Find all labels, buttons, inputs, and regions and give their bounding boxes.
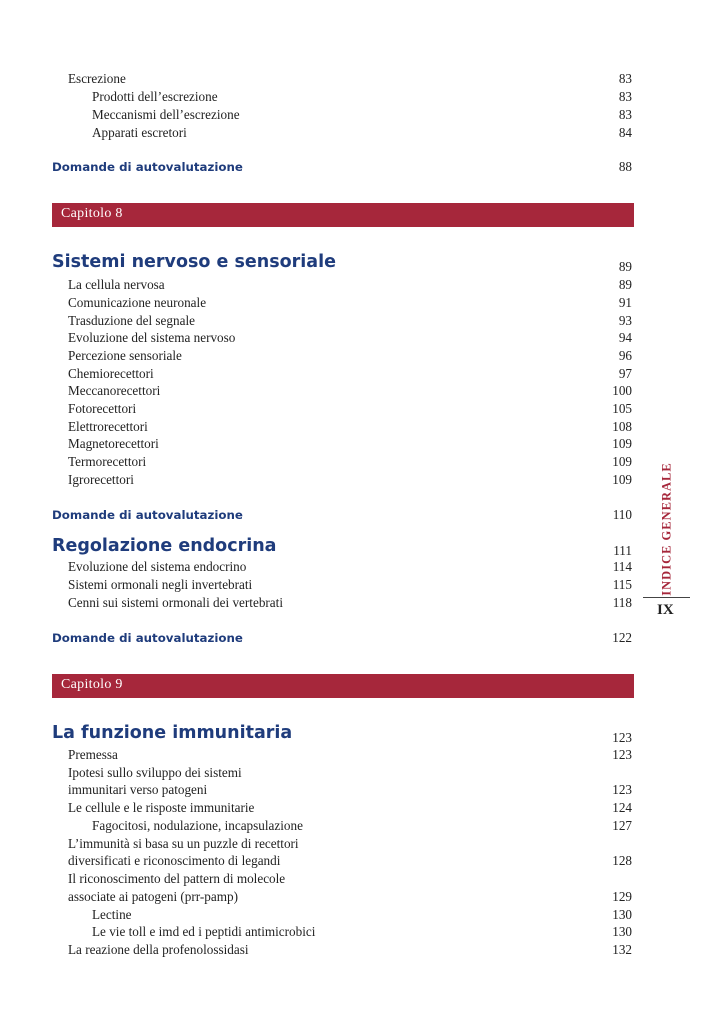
toc-entry-page: 130: [612, 924, 632, 939]
toc-entry-page: 93: [618, 313, 632, 328]
toc-entry-title: La cellula nervosa: [68, 277, 165, 292]
toc-entry[interactable]: [52, 594, 632, 611]
toc-entry-title: Sistemi ormonali negli invertebrati: [68, 577, 253, 592]
toc-entry[interactable]: [52, 124, 632, 141]
toc-entry-title: Meccanismi dell’escrezione: [92, 107, 240, 122]
toc-entry-title: Escrezione: [68, 71, 126, 86]
toc-entry-title: Percezione sensoriale: [68, 348, 182, 363]
toc-entry-page: 105: [612, 401, 632, 416]
toc-entry[interactable]: [52, 347, 632, 364]
section-marker-label: INDICE GENERALE: [659, 462, 674, 596]
toc-entry[interactable]: [52, 764, 632, 781]
toc-entry[interactable]: [52, 576, 632, 593]
toc-entry-title: Chemiorecettori: [68, 366, 154, 381]
toc-entry-page: 123: [612, 747, 632, 762]
toc-entry-title: Prodotti dell’escrezione: [92, 89, 218, 104]
toc-entry[interactable]: [52, 817, 632, 834]
toc-entry-title: Ipotesi sullo sviluppo dei sistemi: [68, 765, 242, 780]
toc-entry-page: 110: [612, 507, 632, 522]
toc-entry-title: diversificati e riconoscimento di legandi: [68, 853, 281, 868]
section-heading-immune[interactable]: [52, 723, 632, 746]
self-assessment-entry[interactable]: [52, 629, 632, 646]
toc-entry-page: 128: [612, 853, 632, 868]
toc-entry-page: 83: [618, 89, 632, 104]
toc-entry[interactable]: [52, 382, 632, 399]
toc-entry-page: 100: [612, 383, 632, 398]
toc-entry[interactable]: [52, 294, 632, 311]
toc-entry[interactable]: [52, 558, 632, 575]
toc-entry-page: 130: [612, 907, 632, 922]
toc-entry-title: L’immunità si basa su un puzzle di recettori: [68, 836, 299, 851]
toc-entry-title: Magnetorecettori: [68, 436, 159, 451]
chapter-9-banner: [52, 674, 634, 698]
section-title: La funzione immunitaria: [52, 723, 293, 743]
section-marker: [657, 462, 677, 596]
divider: [643, 597, 690, 598]
toc-entry[interactable]: [52, 746, 632, 763]
toc-entry[interactable]: [52, 781, 632, 798]
toc-entry-page: 97: [618, 366, 632, 381]
toc-entry-page: 89: [618, 259, 632, 274]
self-assessment-title: Domande di autovalutazione: [52, 160, 243, 174]
toc-entry-title: Comunicazione neuronale: [68, 295, 207, 310]
toc-entry-title: Il riconoscimento del pattern di molecole: [68, 871, 286, 886]
toc-entry[interactable]: [52, 400, 632, 417]
toc-entry-title: immunitari verso patogeni: [68, 782, 208, 797]
toc-entry-title: Trasduzione del segnale: [68, 313, 195, 328]
toc-entry-title: Cenni sui sistemi ormonali dei vertebrati: [68, 595, 283, 610]
toc-entry-page: 127: [612, 818, 632, 833]
toc-entry-page: 89: [618, 277, 632, 292]
toc-entry-title: Evoluzione del sistema endocrino: [68, 559, 247, 574]
toc-entry[interactable]: [52, 418, 632, 435]
chapter-label: Capitolo 9: [61, 677, 123, 692]
toc-entry-page: 91: [618, 295, 632, 310]
self-assessment-title: Domande di autovalutazione: [52, 508, 243, 522]
toc-entry-page: 122: [612, 630, 632, 645]
toc-entry-title: Le cellule e le risposte immunitarie: [68, 800, 255, 815]
self-assessment-entry[interactable]: [52, 158, 632, 175]
self-assessment-entry[interactable]: [52, 506, 632, 523]
toc-entry-page: 114: [612, 559, 632, 574]
toc-entry-page: 94: [618, 330, 632, 345]
toc-entry-title: Fotorecettori: [68, 401, 137, 416]
toc-entry-page: 108: [612, 419, 632, 434]
toc-entry[interactable]: [52, 923, 632, 940]
toc-entry-title: Elettrorecettori: [68, 419, 148, 434]
toc-entry-page: 109: [612, 454, 632, 469]
section-title: Regolazione endocrina: [52, 536, 277, 556]
chapter-8-banner: [52, 203, 634, 227]
toc-entry[interactable]: [52, 906, 632, 923]
toc-entry-title: Fagocitosi, nodulazione, incapsulazione: [92, 818, 303, 833]
toc-entry-page: 88: [618, 159, 632, 174]
toc-entry[interactable]: [52, 70, 632, 87]
toc-entry[interactable]: [52, 88, 632, 105]
toc-entry-title: Lectine: [92, 907, 132, 922]
section-heading-endocrine[interactable]: [52, 536, 632, 559]
section-title: Sistemi nervoso e sensoriale: [52, 252, 336, 272]
toc-entry-page: 111: [613, 543, 632, 558]
toc-entry-title: Apparati escretori: [92, 125, 187, 140]
toc-entry-page: 83: [618, 71, 632, 86]
toc-entry-page: 118: [612, 595, 632, 610]
toc-entry-title: La reazione della profenolossidasi: [68, 942, 249, 957]
toc-entry-title: Meccanorecettori: [68, 383, 161, 398]
toc-entry[interactable]: [52, 106, 632, 123]
toc-entry[interactable]: [52, 799, 632, 816]
toc-entry[interactable]: [52, 888, 632, 905]
toc-entry-title: Evoluzione del sistema nervoso: [68, 330, 236, 345]
toc-entry-page: 129: [612, 889, 632, 904]
toc-entry[interactable]: [52, 835, 632, 852]
toc-entry-page: 109: [612, 436, 632, 451]
toc-entry-title: associate ai patogeni (prr-pamp): [68, 889, 239, 904]
toc-entry[interactable]: [52, 312, 632, 329]
page-number: IX: [657, 602, 674, 618]
toc-entry-page: 109: [612, 472, 632, 487]
toc-entry-title: Igrorecettori: [68, 472, 134, 487]
toc-entry-page: 123: [612, 782, 632, 797]
toc-entry-page: 115: [612, 577, 632, 592]
toc-entry-page: 124: [612, 800, 632, 815]
toc-entry-page: 83: [618, 107, 632, 122]
toc-entry-page: 84: [618, 125, 632, 140]
toc-entry-title: Termorecettori: [68, 454, 147, 469]
toc-entry[interactable]: [52, 941, 632, 958]
toc-entry-page: 123: [612, 730, 632, 745]
toc-entry[interactable]: [52, 471, 632, 488]
toc-entry-page: 96: [618, 348, 632, 363]
toc-entry[interactable]: [52, 329, 632, 346]
toc-entry[interactable]: [52, 435, 632, 452]
toc-entry-title: Premessa: [68, 747, 118, 762]
toc-entry[interactable]: [52, 852, 632, 869]
section-heading-nervous-system[interactable]: [52, 252, 632, 275]
toc-entry-title: Le vie toll e imd ed i peptidi antimicrobici: [92, 924, 316, 939]
toc-entry[interactable]: [52, 365, 632, 382]
toc-entry-page: 132: [612, 942, 632, 957]
toc-entry[interactable]: [52, 870, 632, 887]
toc-entry[interactable]: [52, 453, 632, 470]
chapter-label: Capitolo 8: [61, 206, 123, 221]
toc-entry[interactable]: [52, 276, 632, 293]
self-assessment-title: Domande di autovalutazione: [52, 631, 243, 645]
